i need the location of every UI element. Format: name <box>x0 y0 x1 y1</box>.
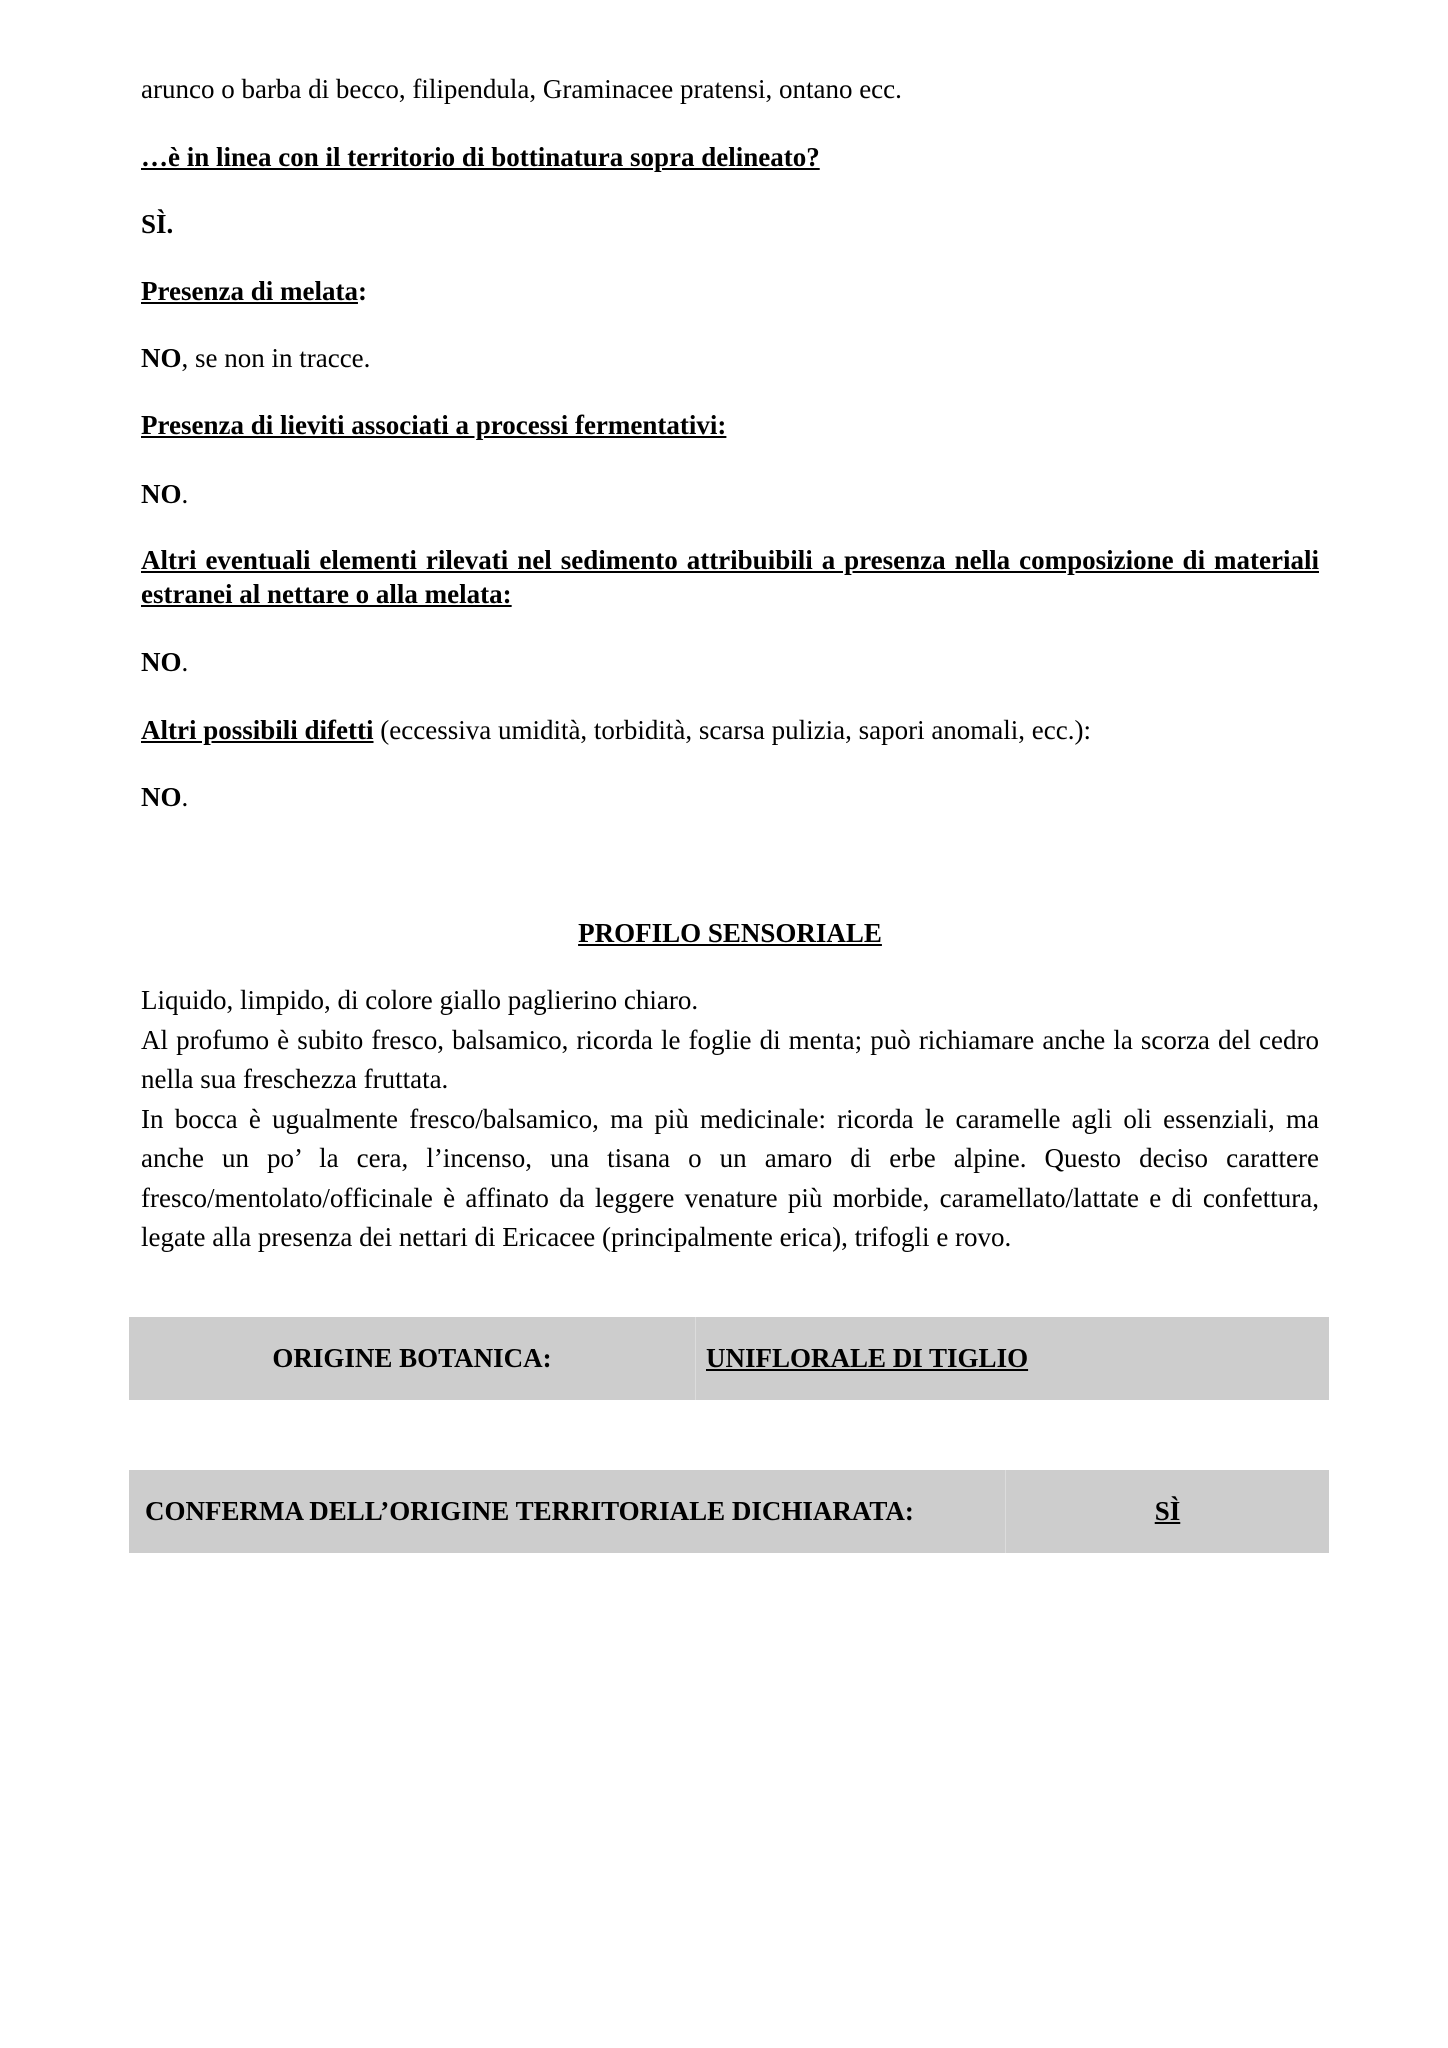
botanical-label-cell <box>129 1317 696 1400</box>
text-line: arunco o barba di becco, filipendula, Graminacee pratensi, ontano ecc. <box>141 74 902 104</box>
answer-rest: . <box>181 647 189 677</box>
territorial-value: SÌ <box>1154 1496 1181 1526</box>
answer-rest: . <box>181 782 189 812</box>
label-rest: (eccessiva umidità, torbidità, scarsa pulizia, sapori anomali, ecc.): <box>373 715 1091 745</box>
answer-defects <box>141 778 1319 818</box>
question-yeasts: Presenza di lieviti associati a processi fermentativi: <box>141 410 727 440</box>
answer-yeasts <box>141 475 1319 515</box>
answer: NO <box>141 782 182 812</box>
answer: NO <box>141 647 182 677</box>
label: Presenza di melata <box>141 276 358 306</box>
territorial-label: CONFERMA DELL’ORIGINE TERRITORIALE DICHIARATA: <box>145 1496 914 1526</box>
label: Altri possibili difetti <box>141 715 374 745</box>
question-defects <box>141 711 1319 751</box>
sensory-paragraph: Al profumo è subito fresco, balsamico, ricorda le foglie di menta; può richiamare anche la scorza del cedro nella sua freschezza fruttata. <box>141 1024 1319 1094</box>
question-foreign-materials: Altri eventuali elementi rilevati nel sedimento attribuibili a presenza nella composizione di materiali estranei al nettare o alla melata: <box>141 545 1319 609</box>
botanical-value: UNIFLORALE DI TIGLIO <box>706 1343 1029 1373</box>
answer-honeydew <box>141 339 1319 379</box>
answer-rest: , se non in tracce. <box>181 343 371 373</box>
botanical-label: ORIGINE BOTANICA: <box>272 1343 552 1373</box>
answer-rest: . <box>181 479 189 509</box>
territorial-label-cell <box>129 1470 1006 1553</box>
answer-territory: SÌ. <box>141 209 174 239</box>
colon: : <box>357 276 367 306</box>
sensory-paragraph: Liquido, limpido, di colore giallo paglierino chiaro. <box>141 985 699 1015</box>
answer: NO <box>141 479 182 509</box>
question-territory: …è in linea con il territorio di bottinatura sopra delineato? <box>141 142 820 172</box>
botanical-value-cell <box>696 1317 1028 1400</box>
question-honeydew <box>141 272 1319 312</box>
sensory-profile <box>141 981 1319 1258</box>
botanical-origin-table <box>129 1317 1329 1400</box>
answer-foreign-materials <box>141 643 1319 683</box>
answer: NO <box>141 343 182 373</box>
territorial-origin-table <box>129 1470 1329 1553</box>
territorial-value-cell <box>1006 1470 1329 1553</box>
sensory-paragraph: In bocca è ugualmente fresco/balsamico, ma più medicinale: ricorda le caramelle agli oli essenziali, ma anche un po’ la cera, l’incenso, una tisana o un amaro di erbe alpine. Questo deciso carattere fresco/mentolato/officinale è affinato da leggere venature più morbide, caramellato/lattate e di confettura, legate alla presenza dei nettari di Ericacee (principalmente erica), trifogli e rovo. <box>141 1103 1319 1252</box>
section-title: PROFILO SENSORIALE <box>578 918 882 948</box>
